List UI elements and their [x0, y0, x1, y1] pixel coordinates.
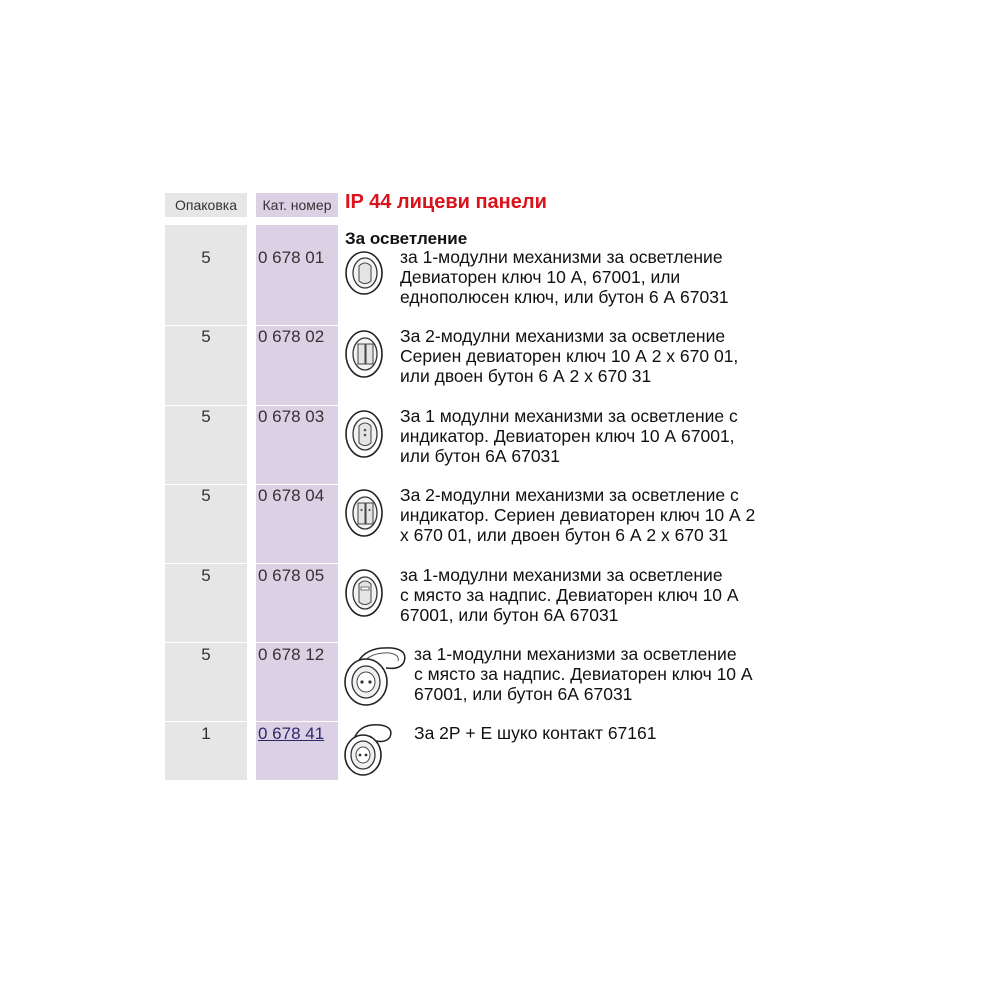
indicator-switch-icon	[344, 407, 386, 459]
pack-quantity: 5	[201, 486, 211, 505]
product-description	[400, 565, 739, 625]
catalog-column-header: Кат. номер	[256, 193, 338, 217]
product-description	[414, 644, 753, 704]
description-line: 67001, или бутон 6А 67031	[400, 605, 619, 625]
row-divider	[256, 484, 338, 485]
catalog-number: 0 678 12	[258, 645, 325, 664]
double-indicator-switch-icon	[344, 486, 386, 538]
product-description	[400, 485, 755, 545]
pack-quantity: 5	[201, 327, 211, 346]
row-divider	[165, 563, 247, 564]
catalog-number-link[interactable]: 0 678 41	[258, 724, 325, 743]
pack-quantity: 5	[201, 248, 211, 267]
description-line: 67001, или бутон 6А 67031	[414, 684, 633, 704]
catalog-number: 0 678 02	[258, 327, 325, 346]
product-description	[400, 326, 738, 386]
row-divider	[165, 484, 247, 485]
single-switch-icon	[344, 248, 386, 296]
catalog-number: 0 678 05	[258, 566, 325, 585]
section-subtitle: За осветление	[345, 229, 468, 248]
row-divider	[165, 721, 247, 722]
catalog-number: 0 678 03	[258, 407, 325, 426]
row-divider	[256, 721, 338, 722]
product-description	[414, 723, 656, 743]
catalog-number: 0 678 04	[258, 486, 325, 505]
row-divider	[165, 642, 247, 643]
description-line: х 670 01, или двоен бутон 6 А 2 х 670 31	[400, 525, 729, 545]
schuko-socket-icon	[342, 721, 396, 777]
description-line: за 1-модулни механизми за осветление	[400, 565, 723, 585]
pack-quantity: 1	[201, 724, 211, 743]
label-switch-icon	[344, 566, 386, 618]
pack-quantity: 5	[201, 566, 211, 585]
row-divider	[256, 642, 338, 643]
description-line: За 2-модулни механизми за осветление с	[400, 485, 739, 505]
description-line: или бутон 6А 67031	[400, 446, 561, 466]
description-line: За 1 модулни механизми за осветление с	[400, 406, 738, 426]
product-description	[400, 406, 738, 466]
lid-socket-icon	[342, 642, 412, 710]
description-line: с място за надпис. Девиаторен ключ 10 А	[400, 585, 739, 605]
description-line: За 2-модулни механизми за осветление	[400, 326, 726, 346]
product-description	[400, 247, 729, 307]
description-line: еднополюсен ключ, или бутон 6 А 67031	[400, 287, 729, 307]
description-line: за 1-модулни механизми за осветление	[400, 247, 723, 267]
pack-quantity: 5	[201, 407, 211, 426]
row-divider	[256, 325, 338, 326]
row-divider	[256, 563, 338, 564]
pack-quantity: 5	[201, 645, 211, 664]
row-divider	[256, 405, 338, 406]
description-line: Сериен девиаторен ключ 10 А 2 х 670 01,	[400, 346, 739, 366]
description-line: за 1-модулни механизми за осветление	[414, 644, 737, 664]
page-title: IP 44 лицеви панели	[345, 191, 547, 213]
row-divider	[165, 325, 247, 326]
description-line: или двоен бутон 6 А 2 х 670 31	[400, 366, 652, 386]
description-line: индикатор. Сериен девиаторен ключ 10 А 2	[400, 505, 756, 525]
description-line: Девиаторен ключ 10 А, 67001, или	[400, 267, 681, 287]
description-line: с място за надпис. Девиаторен ключ 10 А	[414, 664, 753, 684]
description-line: За 2Р + Е шуко контакт 67161	[414, 723, 657, 743]
row-divider	[165, 405, 247, 406]
description-line: индикатор. Девиаторен ключ 10 А 67001,	[400, 426, 735, 446]
pack-column-header: Опаковка	[165, 193, 247, 217]
double-switch-icon	[344, 327, 386, 379]
catalog-number: 0 678 01	[258, 248, 325, 267]
